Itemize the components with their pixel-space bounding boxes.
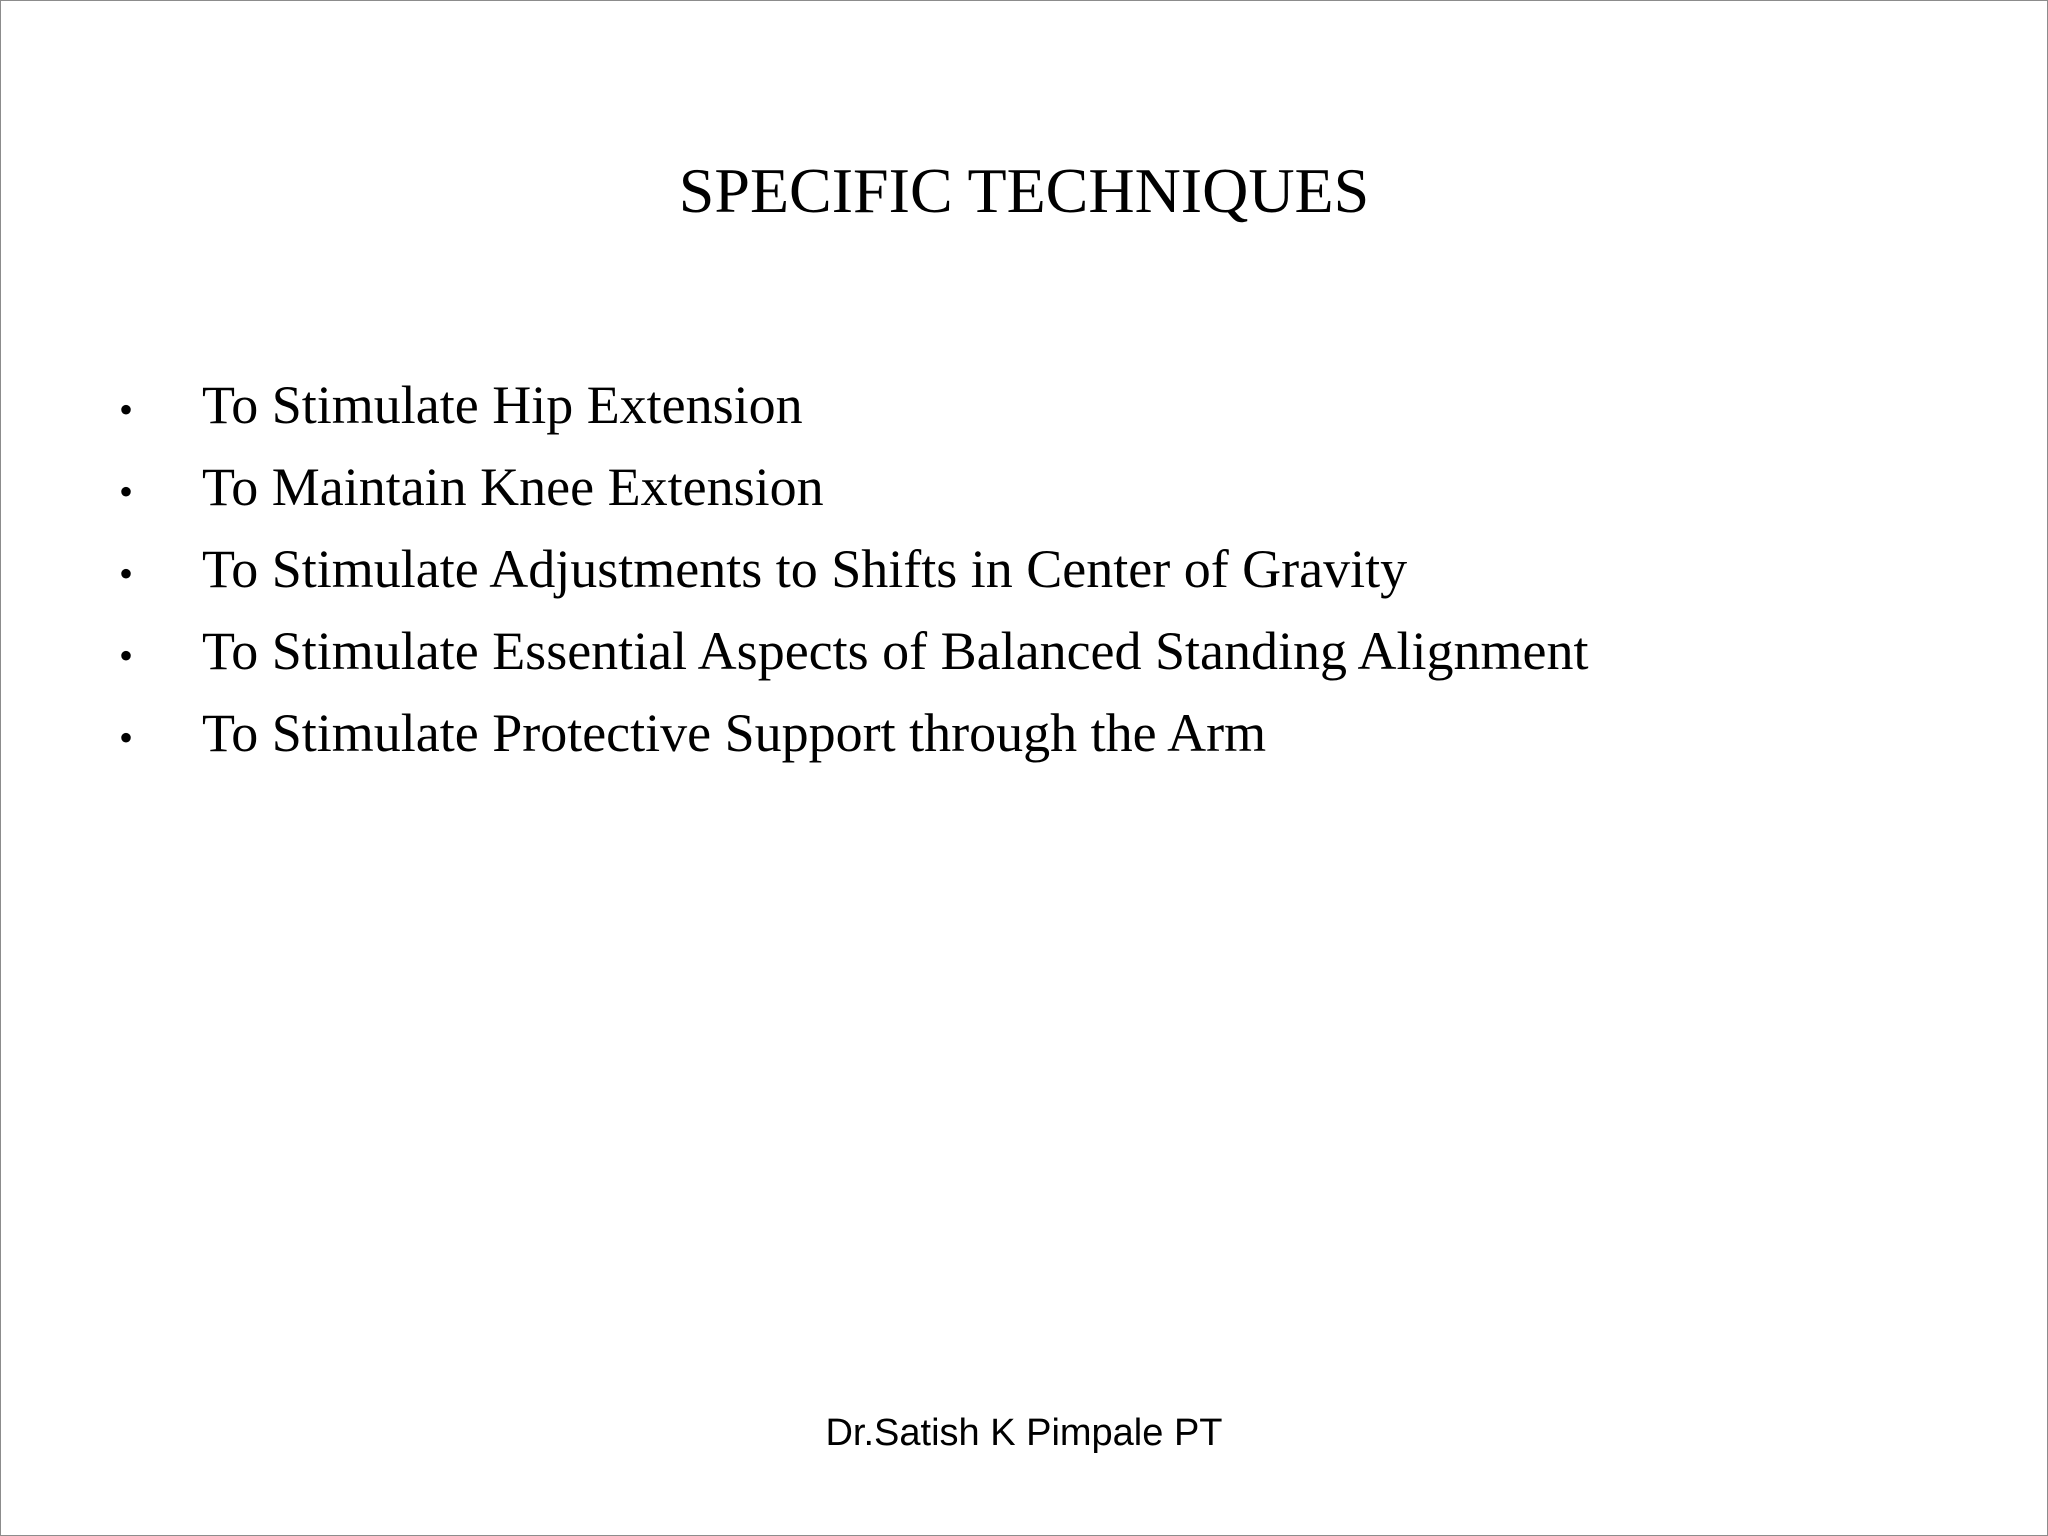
bullet-item — [119, 364, 1589, 446]
slide-footer-author: Dr.Satish K Pimpale PT — [825, 1412, 1223, 1454]
bullet-item — [119, 692, 1589, 774]
bullet-dot-icon: • — [119, 633, 134, 678]
bullet-text: To Stimulate Essential Aspects of Balanced Standing Alignment — [202, 621, 1589, 681]
bullet-text: To Stimulate Adjustments to Shifts in Center of Gravity — [202, 539, 1408, 599]
bullet-item — [119, 528, 1589, 610]
bullet-dot-icon: • — [119, 551, 134, 596]
slide-title: SPECIFIC TECHNIQUES — [678, 155, 1370, 226]
bullet-list — [119, 364, 1589, 774]
bullet-text: To Stimulate Hip Extension — [202, 375, 803, 435]
bullet-item — [119, 446, 1589, 528]
bullet-text: To Maintain Knee Extension — [202, 457, 824, 517]
bullet-dot-icon: • — [119, 715, 134, 760]
bullet-item — [119, 610, 1589, 692]
bullet-dot-icon: • — [119, 469, 134, 514]
bullet-dot-icon: • — [119, 387, 134, 432]
bullet-text: To Stimulate Protective Support through the Arm — [202, 703, 1267, 763]
